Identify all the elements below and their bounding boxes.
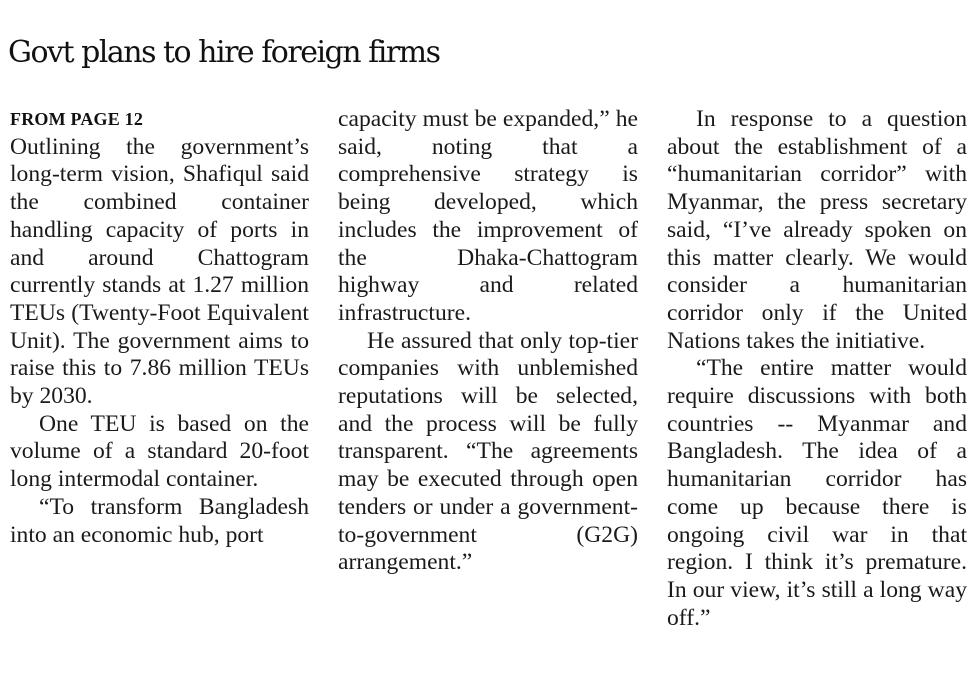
paragraph-3-start: “To transform Bangladesh into an economic hub, port	[10, 493, 309, 548]
paragraph-3-continued: capacity must be expanded,” he said, noting that a comprehensive strategy is being developed, which includes the improvement of the Dhaka-Chattogram highway and related infrastructure.	[338, 106, 638, 326]
paragraph-5: In response to a question about the establishment of a “humanitarian corridor” with Myanmar, the press secretary said, “I’ve already spoken on this matter clearly. We would consider a humanitarian corridor only if the United Nations takes the initiative.	[667, 106, 967, 354]
article-column-2	[338, 106, 638, 577]
paragraph-6: “The entire matter would require discussions with both countries -- Myanmar and Bangladesh. The idea of a humanitarian corridor has come up because there is ongoing civil war in that region. I think it’s premature. In our view, it’s still a long way off.”	[667, 355, 967, 631]
headline: Govt plans to hire foreign firms	[8, 35, 440, 70]
continuation-kicker: FROM PAGE 12	[10, 109, 144, 129]
article-column-3	[667, 106, 967, 632]
paragraph-2: One TEU is based on the volume of a standard 20-foot long intermodal container.	[10, 410, 309, 493]
article-column-1	[10, 106, 309, 549]
paragraph-4: He assured that only top-tier companies with unblemished reputations will be selected, and the process will be fully transparent. “The agreements may be executed through open tenders or under a government-to-government (G2G) arrangement.”	[338, 327, 638, 576]
paragraph-1: Outlining the government’s long-term vision, Shafiqul said the combined container handling capacity of ports in and around Chattogram currently stands at 1.27 million TEUs (Twenty-Foot Equivalent Unit). The government aims to raise this to 7.86 million TEUs by 2030.	[10, 133, 309, 410]
